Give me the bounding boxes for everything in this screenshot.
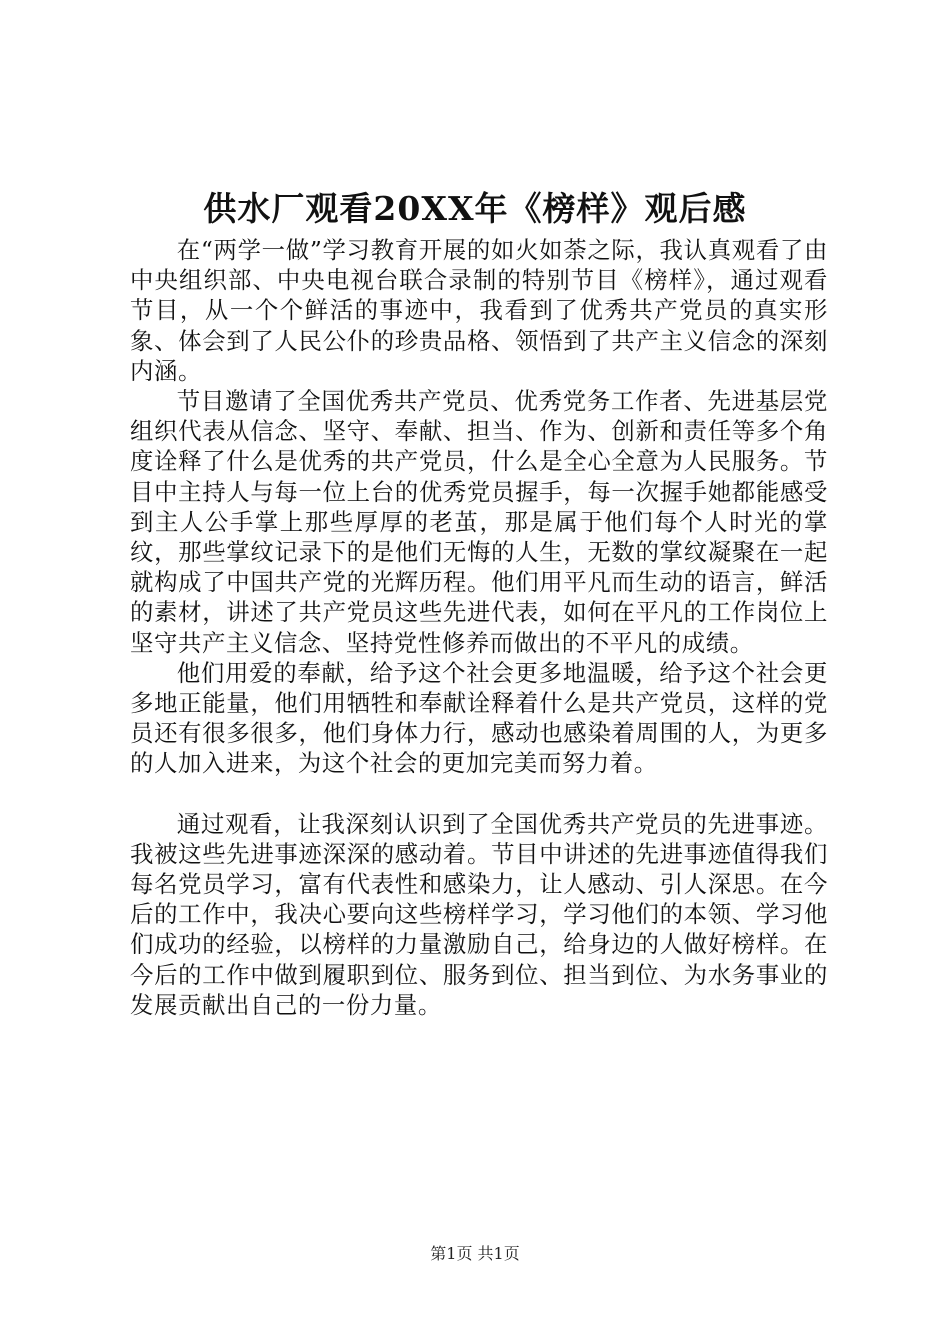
paragraph-3: 他们用爱的奉献，给予这个社会更多地温暖，给予这个社会更多地正能量，他们用牺牲和奉献诠释着什么是共产党员，这样的党员还有很多很多，他们身体力行，感动也感染着周围的人，为更多的人加入进来，为这个社会的更加完美而努力着。 [130,658,828,778]
paragraph-1: 在“两学一做”学习教育开展的如火如荼之际，我认真观看了由中央组织部、中央电视台联合录制的特别节目《榜样》，通过观看节目，从一个个鲜活的事迹中，我看到了优秀共产党员的真实形象、体会到了人民公仆的珍贵品格、领悟到了共产主义信念的深刻内涵。 [130,236,828,385]
document-title: 供水厂观看20XX年《榜样》观后感 [203,189,747,228]
paragraph-2: 节目邀请了全国优秀共产党员、优秀党务工作者、先进基层党组织代表从信念、坚守、奉献、担当、作为、创新和责任等多个角度诠释了什么是优秀的共产党员，什么是全心全意为人民服务。节目中主持人与每一位上台的优秀党员握手，每一次握手她都能感受到主人公手掌上那些厚厚的老茧，那是属于他们每个人时光的掌纹，那些掌纹记录下的是他们无悔的人生，无数的掌纹凝聚在一起就构成了中国共产党的光辉历程。他们用平凡而生动的语言，鲜活的素材，讲述了共产党员这些先进代表，如何在平凡的工作岗位上坚守共产主义信念、坚持党性修养而做出的不平凡的成绩。 [130,387,828,657]
page-footer: 第1页 共1页 [430,1244,520,1263]
document-body [130,235,828,1020]
paragraph-4: 通过观看，让我深刻认识到了全国优秀共产党员的先进事迹。我被这些先进事迹深深的感动着。节目中讲述的先进事迹值得我们每名党员学习，富有代表性和感染力，让人感动、引人深思。在今后的工作中，我决心要向这些榜样学习，学习他们的本领、学习他们成功的经验，以榜样的力量激励自己，给身边的人做好榜样。在今后的工作中做到履职到位、服务到位、担当到位、为水务事业的发展贡献出自己的一份力量。 [130,809,828,1019]
